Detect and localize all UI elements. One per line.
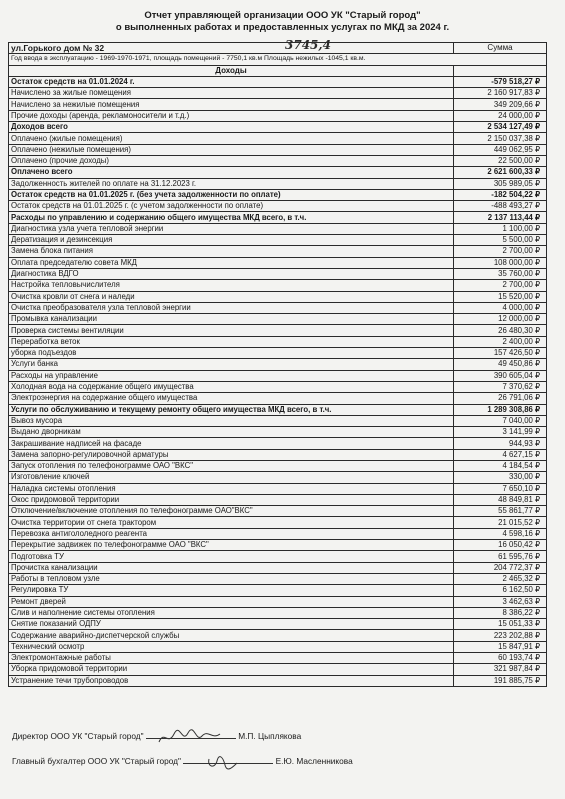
row-label: Замена блока питания xyxy=(9,246,454,257)
row-label: Изготовление ключей xyxy=(9,472,454,483)
table-row xyxy=(9,189,547,200)
row-label: Содержание аварийно-диспетчерской службы xyxy=(9,630,454,641)
table-row xyxy=(9,596,547,607)
row-amount: 8 386,22 ₽ xyxy=(454,607,547,618)
row-label: Электромонтажные работы xyxy=(9,653,454,664)
table-row xyxy=(9,438,547,449)
row-amount: 1 100,00 ₽ xyxy=(454,223,547,234)
accountant-signature xyxy=(12,756,353,766)
table-row xyxy=(9,551,547,562)
row-label: Снятие показаний ОДПУ xyxy=(9,619,454,630)
table-row xyxy=(9,573,547,584)
row-label: Очистка преобразователя узла тепловой энергии xyxy=(9,302,454,313)
table-row xyxy=(9,370,547,381)
title-line-1: Отчет управляющей организации ООО УК "Старый город" xyxy=(144,10,421,21)
row-label: Промывка канализации xyxy=(9,314,454,325)
table-row xyxy=(9,415,547,426)
row-amount: 49 450,86 ₽ xyxy=(454,359,547,370)
row-amount: 108 000,00 ₽ xyxy=(454,257,547,268)
row-label: Оплата председателю совета МКД xyxy=(9,257,454,268)
row-amount: 15 520,00 ₽ xyxy=(454,291,547,302)
table-row xyxy=(9,607,547,618)
row-label: Вывоз мусора xyxy=(9,415,454,426)
row-label: Задолженность жителей по оплате на 31.12.2023 г. xyxy=(9,178,454,189)
row-amount: -579 518,27 ₽ xyxy=(454,76,547,87)
row-label: Замена запорно-регулировочной арматуры xyxy=(9,449,454,460)
row-amount: 204 772,37 ₽ xyxy=(454,562,547,573)
row-label: Очистка кровли от снега и наледи xyxy=(9,291,454,302)
table-row xyxy=(9,460,547,471)
address-cell: ул.Горького дом № 32 xyxy=(9,43,454,54)
row-amount: 2 465,32 ₽ xyxy=(454,573,547,584)
table-row xyxy=(9,133,547,144)
row-label: Закрашивание надписей на фасаде xyxy=(9,438,454,449)
row-amount: 2 137 113,44 ₽ xyxy=(454,212,547,223)
row-amount: 3 462,63 ₽ xyxy=(454,596,547,607)
row-label: Переработка веток xyxy=(9,336,454,347)
table-row xyxy=(9,483,547,494)
handwritten-note: 3745,4 xyxy=(285,38,331,52)
table-row xyxy=(9,201,547,212)
row-label: Начислено за жилые помещения xyxy=(9,88,454,99)
row-amount: 21 015,52 ₽ xyxy=(454,517,547,528)
row-label: Ремонт дверей xyxy=(9,596,454,607)
row-amount: 5 500,00 ₽ xyxy=(454,235,547,246)
table-row xyxy=(9,155,547,166)
row-amount: 26 480,30 ₽ xyxy=(454,325,547,336)
row-label: Окос придомовой территории xyxy=(9,494,454,505)
row-label: Настройка тепловычислителя xyxy=(9,280,454,291)
row-amount: 2 621 600,33 ₽ xyxy=(454,167,547,178)
table-row xyxy=(9,381,547,392)
row-label: Остаток средств на 01.01.2025 г. (без учета задолженности по оплате) xyxy=(9,189,454,200)
row-label: Прочие доходы (аренда, рекламоносители и т.д.) xyxy=(9,110,454,121)
table-row xyxy=(9,562,547,573)
table-row xyxy=(9,517,547,528)
row-amount: 2 700,00 ₽ xyxy=(454,280,547,291)
row-label: Оплачено всего xyxy=(9,167,454,178)
row-label: Запуск отопления по телефонограмме ОАО "ВКС" xyxy=(9,460,454,471)
report-title xyxy=(0,10,565,34)
table-row xyxy=(9,427,547,438)
row-amount: 449 062,95 ₽ xyxy=(454,144,547,155)
row-label: Оплачено (жилые помещения) xyxy=(9,133,454,144)
row-label: Расходы на управление xyxy=(9,370,454,381)
table-row xyxy=(9,235,547,246)
table-row xyxy=(9,280,547,291)
table-row xyxy=(9,257,547,268)
table-row xyxy=(9,76,547,87)
table-row xyxy=(9,268,547,279)
table-row xyxy=(9,88,547,99)
table-row xyxy=(9,404,547,415)
table-row xyxy=(9,359,547,370)
row-label: Очистка территории от снега трактором xyxy=(9,517,454,528)
director-signature-line xyxy=(146,738,236,739)
row-amount: 3 141,99 ₽ xyxy=(454,427,547,438)
row-amount: 15 847,91 ₽ xyxy=(454,641,547,652)
director-signature-scribble xyxy=(156,728,226,748)
table-row xyxy=(9,99,547,110)
row-label: Холодная вода на содержание общего имущества xyxy=(9,381,454,392)
row-amount: 1 289 308,86 ₽ xyxy=(454,404,547,415)
row-label: Остаток средств на 01.01.2025 г. (с учетом задолженности по оплате) xyxy=(9,201,454,212)
accountant-label: Главный бухгалтер ООО УК "Старый город" xyxy=(12,756,181,766)
row-label: Подготовка ТУ xyxy=(9,551,454,562)
info-row xyxy=(9,54,547,65)
row-amount: 223 202,88 ₽ xyxy=(454,630,547,641)
row-label: Отключение/включение отопления по телефонограмме ОАО"ВКС" xyxy=(9,506,454,517)
row-amount: 330,00 ₽ xyxy=(454,472,547,483)
row-amount: 390 605,04 ₽ xyxy=(454,370,547,381)
table-row xyxy=(9,178,547,189)
table-row xyxy=(9,325,547,336)
row-amount: 2 700,00 ₽ xyxy=(454,246,547,257)
row-label: Оплачено (нежилые помещения) xyxy=(9,144,454,155)
row-label: Устранение течи трубопроводов xyxy=(9,675,454,686)
table-row xyxy=(9,393,547,404)
row-amount: 15 051,33 ₽ xyxy=(454,619,547,630)
table-row xyxy=(9,246,547,257)
row-amount: 22 500,00 ₽ xyxy=(454,155,547,166)
table-row xyxy=(9,144,547,155)
row-label: Доходов всего xyxy=(9,122,454,133)
row-amount: 2 400,00 ₽ xyxy=(454,336,547,347)
row-amount: 48 849,81 ₽ xyxy=(454,494,547,505)
table-row xyxy=(9,336,547,347)
table-row xyxy=(9,212,547,223)
table-row xyxy=(9,641,547,652)
row-label: Остаток средств на 01.01.2024 г. xyxy=(9,76,454,87)
table-row xyxy=(9,675,547,686)
row-label: Диагностика узла учета тепловой энергии xyxy=(9,223,454,234)
row-label: Перекрытие задвижек по телефонограмме ОАО "ВКС" xyxy=(9,540,454,551)
row-amount: 60 193,74 ₽ xyxy=(454,653,547,664)
row-amount: 35 760,00 ₽ xyxy=(454,268,547,279)
row-label: уборка подъездов xyxy=(9,348,454,359)
building-info: Год ввода в эксплуатацию - 1969-1970-1971, площадь помещений - 7750,1 кв.м Площадь нежилых -1045,1 кв.м. xyxy=(9,54,547,65)
table-row xyxy=(9,506,547,517)
row-label: Прочистка канализации xyxy=(9,562,454,573)
row-amount: 4 627,15 ₽ xyxy=(454,449,547,460)
table-row xyxy=(9,302,547,313)
table-row xyxy=(9,494,547,505)
row-label: Выдано дворникам xyxy=(9,427,454,438)
table-row xyxy=(9,528,547,539)
row-label: Слив и наполнение системы отопления xyxy=(9,607,454,618)
row-amount: 7 650,10 ₽ xyxy=(454,483,547,494)
row-amount: 305 989,05 ₽ xyxy=(454,178,547,189)
table-row xyxy=(9,122,547,133)
row-amount: 26 791,06 ₽ xyxy=(454,393,547,404)
row-amount: 7 040,00 ₽ xyxy=(454,415,547,426)
table-row xyxy=(9,630,547,641)
row-label: Услуги по обслуживанию и текущему ремонту общего имущества МКД всего, в т.ч. xyxy=(9,404,454,415)
row-label: Электроэнергия на содержание общего имущества xyxy=(9,393,454,404)
table-row xyxy=(9,223,547,234)
table-row xyxy=(9,314,547,325)
row-amount: 4 184,54 ₽ xyxy=(454,460,547,471)
row-label: Начислено за нежилые помещения xyxy=(9,99,454,110)
title-line-2: о выполненных работах и предоставленных услугах по МКД за 2024 г. xyxy=(115,22,450,33)
row-amount: 191 885,75 ₽ xyxy=(454,675,547,686)
row-label: Работы в тепловом узле xyxy=(9,573,454,584)
table-row xyxy=(9,540,547,551)
report-table xyxy=(8,42,547,687)
row-amount: 2 150 037,38 ₽ xyxy=(454,133,547,144)
table-row xyxy=(9,291,547,302)
row-amount: 55 861,77 ₽ xyxy=(454,506,547,517)
row-amount: 12 000,00 ₽ xyxy=(454,314,547,325)
row-amount: 4 598,16 ₽ xyxy=(454,528,547,539)
row-label: Проверка системы вентиляции xyxy=(9,325,454,336)
income-header-row xyxy=(9,65,547,76)
row-amount: 61 595,76 ₽ xyxy=(454,551,547,562)
row-label: Регулировка ТУ xyxy=(9,585,454,596)
row-amount: 6 162,50 ₽ xyxy=(454,585,547,596)
row-amount: 2 534 127,49 ₽ xyxy=(454,122,547,133)
row-label: Уборка придомовой территории xyxy=(9,664,454,675)
table-row xyxy=(9,449,547,460)
row-amount: -488 493,27 ₽ xyxy=(454,201,547,212)
accountant-signature-line xyxy=(183,763,273,764)
table-row xyxy=(9,664,547,675)
table-row xyxy=(9,653,547,664)
row-label: Дератизация и дезинсекция xyxy=(9,235,454,246)
income-header: Доходы xyxy=(9,65,454,76)
row-amount: 321 987,84 ₽ xyxy=(454,664,547,675)
row-amount: 7 370,62 ₽ xyxy=(454,381,547,392)
table-row xyxy=(9,348,547,359)
row-label: Наладка системы отопления xyxy=(9,483,454,494)
table-row xyxy=(9,619,547,630)
row-label: Диагностика ВДГО xyxy=(9,268,454,279)
row-label: Технический осмотр xyxy=(9,641,454,652)
row-amount: -182 504,22 ₽ xyxy=(454,189,547,200)
accountant-name: Е.Ю. Масленникова xyxy=(275,756,353,766)
accountant-signature-scribble xyxy=(205,753,275,773)
row-amount: 24 000,00 ₽ xyxy=(454,110,547,121)
table-row xyxy=(9,472,547,483)
table-row xyxy=(9,167,547,178)
director-name: М.П. Цыплякова xyxy=(238,731,302,741)
director-signature xyxy=(12,731,301,741)
table-row xyxy=(9,585,547,596)
row-label: Расходы по управлению и содержанию общего имущества МКД всего, в т.ч. xyxy=(9,212,454,223)
row-label: Перевозка антигололедного реагента xyxy=(9,528,454,539)
row-label: Услуги банка xyxy=(9,359,454,370)
row-label: Оплачено (прочие доходы) xyxy=(9,155,454,166)
row-amount: 4 000,00 ₽ xyxy=(454,302,547,313)
row-amount: 157 426,50 ₽ xyxy=(454,348,547,359)
row-amount: 2 160 917,83 ₽ xyxy=(454,88,547,99)
address-row xyxy=(9,43,547,54)
row-amount: 16 050,42 ₽ xyxy=(454,540,547,551)
table-row xyxy=(9,110,547,121)
row-amount: 944,93 ₽ xyxy=(454,438,547,449)
row-amount: 349 209,66 ₽ xyxy=(454,99,547,110)
director-label: Директор ООО УК "Старый город" xyxy=(12,731,144,741)
sum-header: Сумма xyxy=(454,43,547,54)
